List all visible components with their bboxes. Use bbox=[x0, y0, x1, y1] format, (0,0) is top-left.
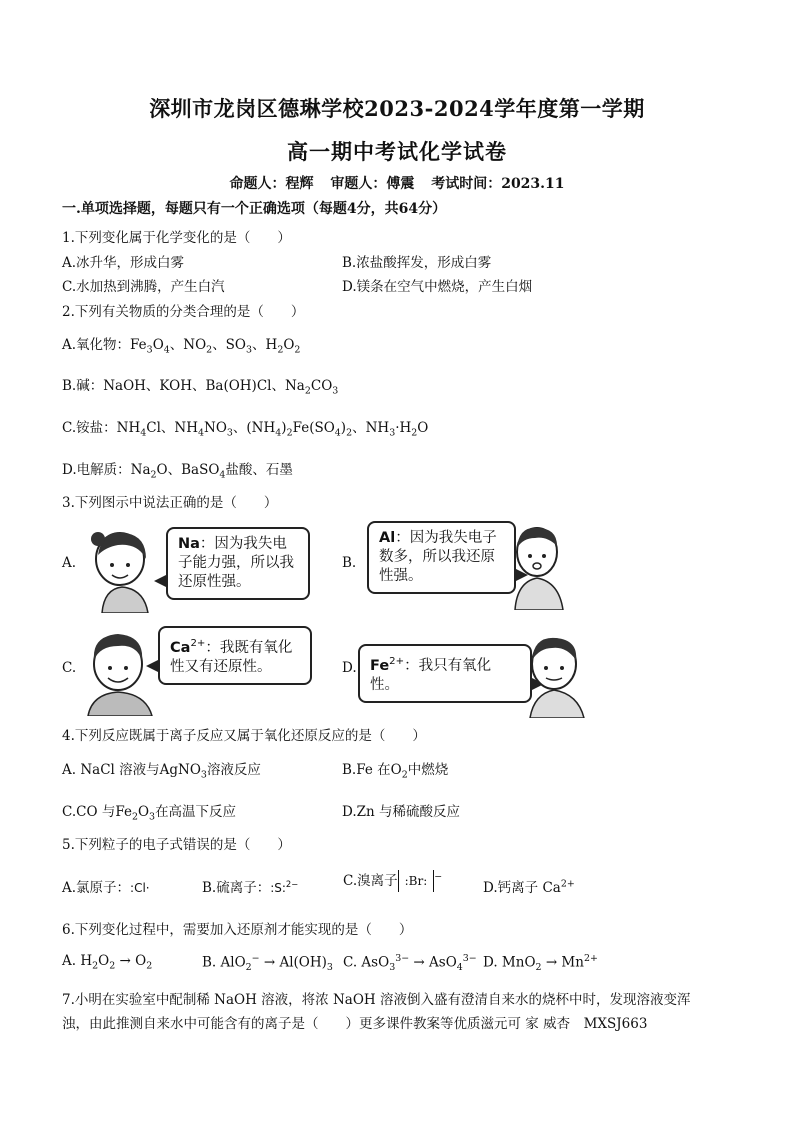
boy-figure-icon bbox=[507, 520, 569, 610]
question-4-option-d: D.Zn 与稀硫酸反应 bbox=[342, 804, 460, 820]
panel-d-letter: D. bbox=[342, 660, 357, 676]
question-5-option-a: A.氯原子：:Cl· bbox=[62, 880, 150, 896]
question-6-option-a: A. $H_2O_2 \to O_2$ bbox=[62, 953, 153, 972]
title-line-1: 深圳市龙岗区德琳学校2023-2024学年度第一学期 bbox=[149, 96, 645, 121]
question-1-option-d: D.镁条在空气中燃烧，产生白烟 bbox=[342, 279, 533, 295]
panel-c-letter: C. bbox=[62, 660, 77, 676]
question-7-line-2: 浊，由此推测自来水中可能含有的离子是（ ）更多课件教案等优质滋元可 家 威杏 MXSJ663 bbox=[62, 1016, 648, 1032]
question-1-stem: 1.下列变化属于化学变化的是（ ） bbox=[62, 230, 291, 246]
question-5-option-b: B.硫离子：:S:$^{2-}$ bbox=[202, 878, 299, 896]
electron-bracket: :Br: bbox=[398, 870, 435, 892]
panel-a-letter: A. bbox=[62, 555, 77, 571]
question-6-option-b: B. $AlO_2^- \to Al(OH)_3$ bbox=[202, 953, 333, 973]
girl-figure-icon bbox=[88, 525, 158, 613]
question-6-option-d: D. $MnO_2 \to Mn^{2+}$ bbox=[483, 953, 598, 973]
question-2-option-a: A.氧化物：$Fe_3O_4$、$NO_2$、$SO_3$、$H_2O_2$ bbox=[62, 337, 301, 356]
question-2-option-d: D.电解质：$Na_2O$、BaSO$_4$盐酸、石墨 bbox=[62, 462, 293, 481]
title-line-2: 高一期中考试化学试卷 bbox=[287, 139, 507, 164]
question-1-option-c: C.水加热到沸腾，产生白汽 bbox=[62, 279, 225, 295]
section-heading: 一.单项选择题，每题只有一个正确选项（每题4分，共64分） bbox=[62, 201, 447, 217]
question-4-option-a: A. NaCl 溶液与AgNO$_3$溶液反应 bbox=[62, 762, 261, 781]
question-2-stem: 2.下列有关物质的分类合理的是（ ） bbox=[62, 304, 305, 320]
question-4-stem: 4.下列反应既属于离子反应又属于氧化还原反应的是（ ） bbox=[62, 728, 426, 744]
question-7-line-1: 7.小明在实验室中配制稀 NaOH 溶液，将浓 NaOH 溶液倒入盛有澄清自来水的烧杯中时，发现溶液变浑 bbox=[62, 992, 691, 1008]
question-1-option-a: A.冰升华，形成白雾 bbox=[62, 255, 185, 271]
speech-bubble-d: $Fe^{2+}$：我只有氧化性。 bbox=[358, 644, 532, 703]
exam-meta bbox=[0, 173, 794, 193]
speech-bubble-a: Na：因为我失电子能力强，所以我还原性强。 bbox=[166, 527, 310, 600]
speech-bubble-b: Al：因为我失电子数多，所以我还原性强。 bbox=[367, 521, 516, 594]
speech-bubble-c: $Ca^{2+}$：我既有氧化性又有还原性。 bbox=[158, 626, 312, 685]
question-5-option-c: C.溴离子 :Br: − bbox=[343, 869, 442, 892]
question-4-option-c: C.CO 与$Fe_2O_3$在高温下反应 bbox=[62, 804, 237, 823]
exam-time: 考试时间：2023.11 bbox=[431, 176, 565, 192]
question-4-option-b: B.Fe 在$O_2$中燃烧 bbox=[342, 762, 449, 781]
author: 命题人：程辉 bbox=[229, 176, 314, 192]
question-6-stem: 6.下列变化过程中，需要加入还原剂才能实现的是（ ） bbox=[62, 922, 413, 938]
question-5-option-d: D.钙离子 $Ca^{2+}$ bbox=[483, 878, 575, 896]
panel-b-letter: B. bbox=[342, 555, 357, 571]
question-5-stem: 5.下列粒子的电子式错误的是（ ） bbox=[62, 837, 291, 853]
reviewer: 审题人：傅震 bbox=[330, 176, 415, 192]
question-1-option-b: B.浓盐酸挥发，形成白雾 bbox=[342, 255, 492, 271]
question-3-stem: 3.下列图示中说法正确的是（ ） bbox=[62, 495, 278, 511]
question-2-option-b: B.碱：NaOH、KOH、Ba(OH)Cl、$Na_2CO_3$ bbox=[62, 378, 339, 397]
question-2-option-c: C.铵盐：$NH_4Cl$、$NH_4NO_3$、$(NH_4)_2Fe(SO_4)_2$、$NH_3\cdot H_2O$ bbox=[62, 420, 429, 439]
boy-figure-2-icon bbox=[524, 632, 590, 718]
question-6-option-c: C. AsO$_3^{3-}$ → AsO$_4^{3-}$ bbox=[343, 953, 477, 973]
